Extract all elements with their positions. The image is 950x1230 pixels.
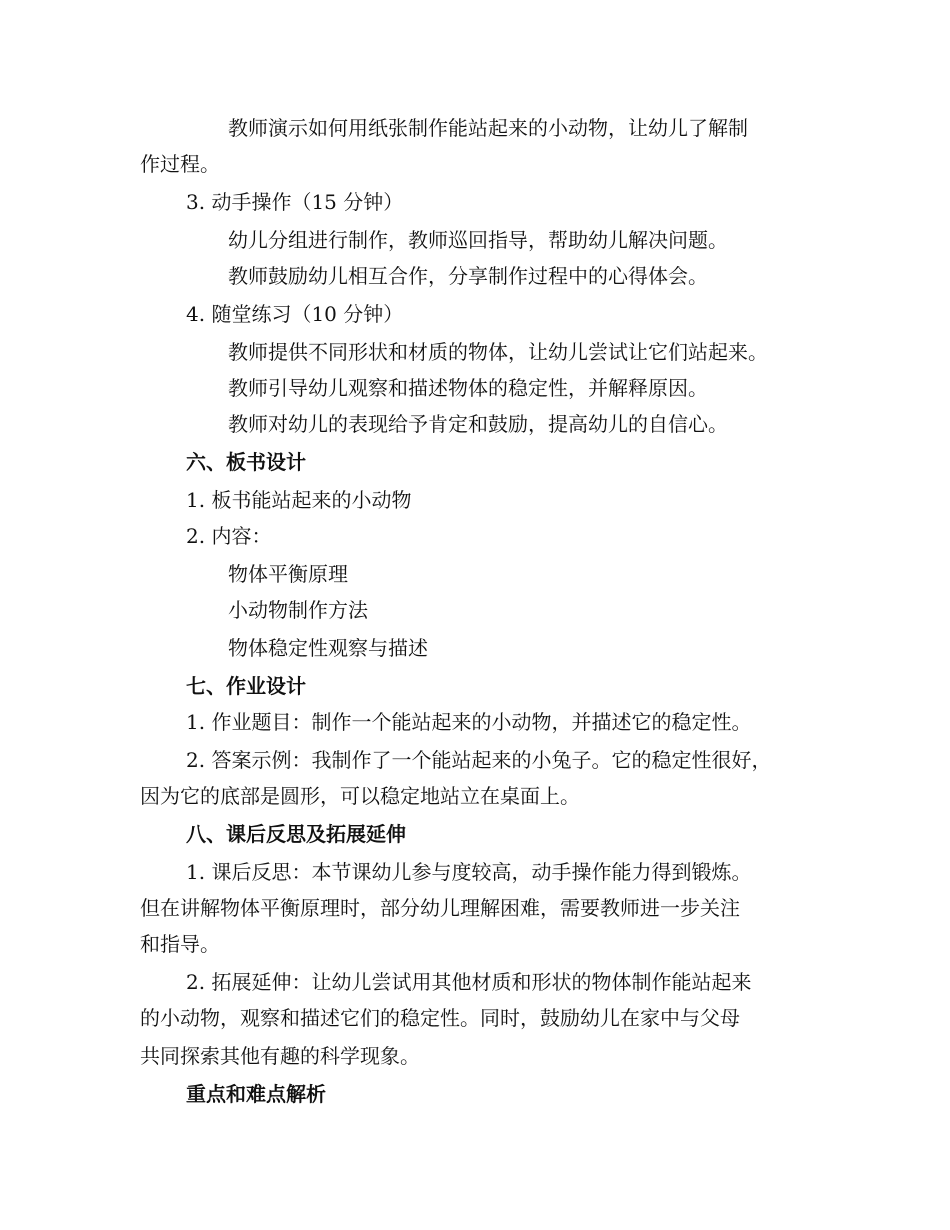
section-heading: 八、课后反思及拓展延伸 [186,822,406,846]
paragraph-line: 物体稳定性观察与描述 [228,636,428,660]
paragraph-line: 因为它的底部是圆形，可以稳定地站立在桌面上。 [140,784,580,808]
list-item: 1. 板书能站起来的小动物 [186,488,412,512]
list-item: 2. 拓展延伸：让幼儿尝试用其他材质和形状的物体制作能站起来 [186,970,752,994]
paragraph-line: 教师演示如何用纸张制作能站起来的小动物，让幼儿了解制 [228,116,748,140]
paragraph-line: 幼儿分组进行制作，教师巡回指导，帮助幼儿解决问题。 [228,228,728,252]
paragraph-line: 教师鼓励幼儿相互合作，分享制作过程中的心得体会。 [228,264,708,288]
paragraph-line: 和指导。 [140,932,220,956]
list-item: 1. 作业题目：制作一个能站起来的小动物，并描述它的稳定性。 [186,710,752,734]
paragraph-line: 小动物制作方法 [228,598,368,622]
paragraph-line: 物体平衡原理 [228,562,348,586]
paragraph-line: 共同探索其他有趣的科学现象。 [140,1044,420,1068]
section-heading: 七、作业设计 [186,674,306,698]
list-item: 2. 答案示例：我制作了一个能站起来的小兔子。它的稳定性很好， [186,748,772,772]
section-heading: 重点和难点解析 [186,1082,326,1106]
paragraph-line: 的小动物，观察和描述它们的稳定性。同时，鼓励幼儿在家中与父母 [140,1006,740,1030]
paragraph-line: 教师提供不同形状和材质的物体，让幼儿尝试让它们站起来。 [228,340,768,364]
list-item: 2. 内容： [186,524,272,548]
section-heading: 六、板书设计 [186,450,306,474]
paragraph-line: 教师对幼儿的表现给予肯定和鼓励，提高幼儿的自信心。 [228,412,728,436]
list-item-heading: 4. 随堂练习（10 分钟） [186,302,404,326]
list-item: 1. 课后反思：本节课幼儿参与度较高，动手操作能力得到锻炼。 [186,860,752,884]
list-item-heading: 3. 动手操作（15 分钟） [186,190,404,214]
paragraph-line: 但在讲解物体平衡原理时，部分幼儿理解困难，需要教师进一步关注 [140,896,740,920]
paragraph-line: 作过程。 [140,152,220,176]
paragraph-line: 教师引导幼儿观察和描述物体的稳定性，并解释原因。 [228,376,708,400]
